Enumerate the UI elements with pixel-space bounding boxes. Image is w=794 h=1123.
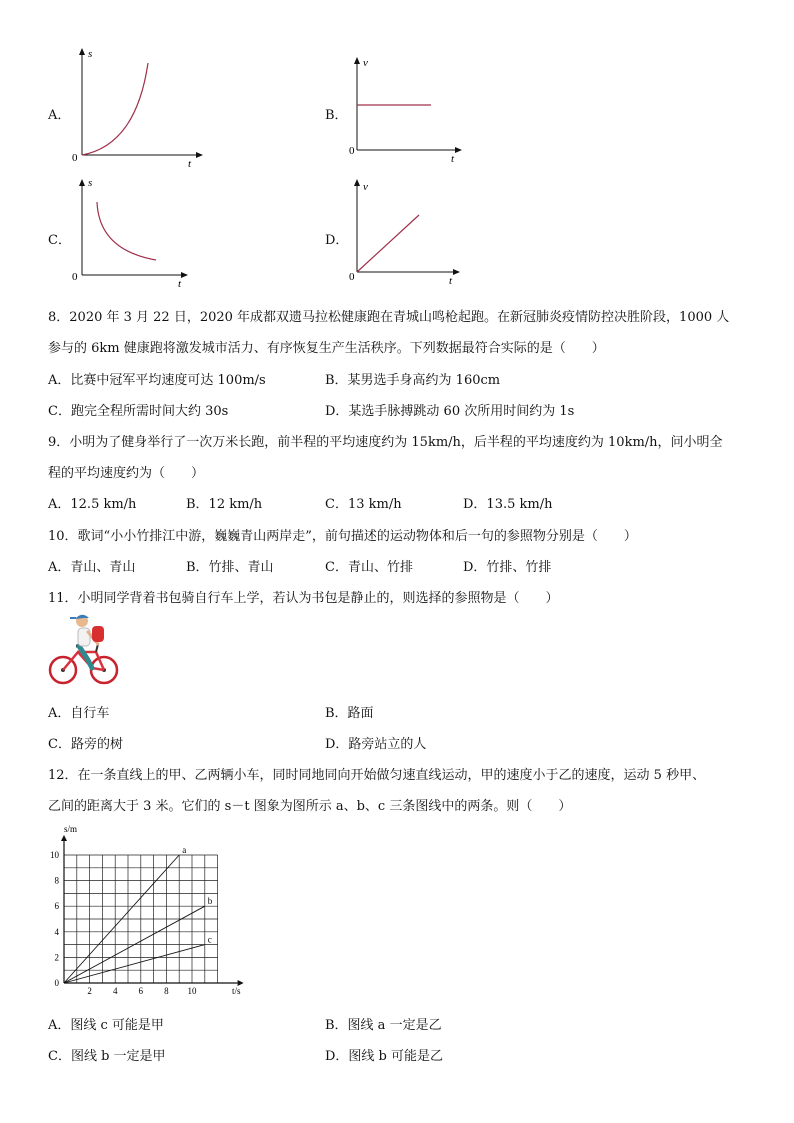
y-tick-label: 4 xyxy=(54,926,59,937)
y-label: v xyxy=(363,181,368,193)
series-label-c: c xyxy=(207,934,212,945)
q11-option-C: C．路旁的树 xyxy=(48,737,123,752)
option-D-label: D． xyxy=(325,233,349,248)
q9-stem-line2: 程的平均速度约为（ ） xyxy=(48,466,205,481)
q9-option-C: C．13 km/h xyxy=(325,497,402,512)
q12-option-D: D．图线 b 可能是乙 xyxy=(325,1049,444,1064)
q10-option-A: A．青山、青山 xyxy=(48,560,136,575)
y-label: v xyxy=(363,57,368,69)
y-tick-label: 8 xyxy=(54,875,59,886)
origin-label: 0 xyxy=(72,271,78,283)
q10-option-D: D．竹排、竹排 xyxy=(463,560,552,575)
q12-option-B: B．图线 a 一定是乙 xyxy=(325,1018,442,1033)
series-label-b: b xyxy=(207,896,213,907)
q12-option-C: C．图线 b 一定是甲 xyxy=(48,1049,166,1064)
option-A-label: A． xyxy=(48,108,71,123)
q9-option-D: D．13.5 km/h xyxy=(463,497,553,512)
x-axis-label: t/s xyxy=(232,986,241,996)
cyclist-illustration xyxy=(48,612,120,688)
y-axis-label: s/m xyxy=(64,824,78,834)
origin-label: 0 xyxy=(349,145,355,157)
q10-stem: 10．歌词“小小竹排江中游，巍巍青山两岸走”，前句描述的运动物体和后一句的参照物分别是（ ） xyxy=(48,529,637,544)
q11-option-D: D．路旁站立的人 xyxy=(325,737,427,752)
q9-stem-line1: 9．小明为了健身举行了一次万米长跑，前半程的平均速度约为 15km/h，后半程的平均速度约为 10km/h，问小明全 xyxy=(48,435,723,450)
x-tick-label: 8 xyxy=(164,986,169,996)
q11-stem: 11．小明同学背着书包骑自行车上学，若认为书包是静止的，则选择的参照物是（ ） xyxy=(48,591,559,606)
origin-label: 0 xyxy=(72,152,78,164)
s-t-chart xyxy=(40,818,255,1003)
y-tick-label: 0 xyxy=(54,978,59,988)
q8-option-B: B．某男选手身高约为 160cm xyxy=(325,373,501,388)
x-tick-label: 2 xyxy=(87,986,92,996)
chart-axes xyxy=(61,835,244,986)
y-axis-arrow xyxy=(61,835,67,841)
q8-option-C: C．跑完全程所需时间大约 30s xyxy=(48,404,229,419)
y-axis-arrow xyxy=(354,179,360,186)
y-axis-arrow xyxy=(354,57,360,64)
origin-label: 0 xyxy=(349,271,355,283)
chart-grid xyxy=(64,855,218,983)
x-axis-arrow xyxy=(181,272,188,278)
y-tick-label: 2 xyxy=(54,952,59,963)
y-tick-label: 10 xyxy=(50,850,59,860)
q8-stem-line2: 参与的 6km 健康跑将激发城市活力、有序恢复生产生活秩序。下列数据最符合实际的是（ ） xyxy=(48,341,605,356)
decreasing-curve xyxy=(97,202,156,260)
x-tick-label: 6 xyxy=(138,986,144,996)
q10-option-B: B．竹排、青山 xyxy=(186,560,274,575)
chart-series xyxy=(64,845,213,983)
q11-option-A: A．自行车 xyxy=(48,706,110,721)
q10-option-C: C．青山、竹排 xyxy=(325,560,413,575)
y-tick-label: 6 xyxy=(54,901,59,912)
option-C-label: C． xyxy=(48,233,71,248)
y-label: s xyxy=(88,48,93,60)
y-label: s xyxy=(88,177,93,189)
x-tick-label: 10 xyxy=(187,986,197,996)
q9-option-A: A．12.5 km/h xyxy=(48,497,137,512)
x-tick-label: 4 xyxy=(112,986,118,996)
y-axis-arrow xyxy=(79,179,85,186)
q8-option-D: D．某选手脉搏跳动 60 次所用时间约为 1s xyxy=(325,404,575,419)
q8-stem-line1: 8．2020 年 3 月 22 日，2020 年成都双遗马拉松健康跑在青城山鸣枪起跑。在新冠肺炎疫情防控决胜阶段，1000 人 xyxy=(48,310,730,325)
accelerating-curve xyxy=(82,63,148,155)
q12-stem-line2: 乙间的距离大于 3 米。它们的 s－t 图象为图所示 a、b、c 三条图线中的两条。则（ ） xyxy=(48,799,572,814)
x-label: t xyxy=(451,153,455,165)
series-label-a: a xyxy=(182,845,187,855)
x-label: t xyxy=(449,275,453,287)
x-label: t xyxy=(178,278,182,287)
series-line-c xyxy=(64,945,205,983)
graph-option-A xyxy=(66,45,206,170)
x-axis-arrow xyxy=(196,152,203,158)
q11-option-B: B．路面 xyxy=(325,706,374,721)
graph-option-D xyxy=(343,172,468,287)
y-axis-arrow xyxy=(79,48,85,55)
increasing-line xyxy=(357,215,419,272)
x-axis-arrow xyxy=(455,147,462,153)
x-label: t xyxy=(188,158,192,170)
q12-stem-line1: 12．在一条直线上的甲、乙两辆小车，同时同地同向开始做匀速直线运动，甲的速度小于乙的速度，运动 5 秒甲、 xyxy=(48,768,706,783)
q9-option-B: B．12 km/h xyxy=(186,497,263,512)
graph-option-B xyxy=(343,50,468,165)
option-B-label: B． xyxy=(325,108,348,123)
q8-option-A: A．比赛中冠军平均速度可达 100m/s xyxy=(48,373,266,388)
x-axis-arrow xyxy=(453,269,460,275)
q12-option-A: A．图线 c 可能是甲 xyxy=(48,1018,164,1033)
graph-option-C xyxy=(66,172,196,287)
